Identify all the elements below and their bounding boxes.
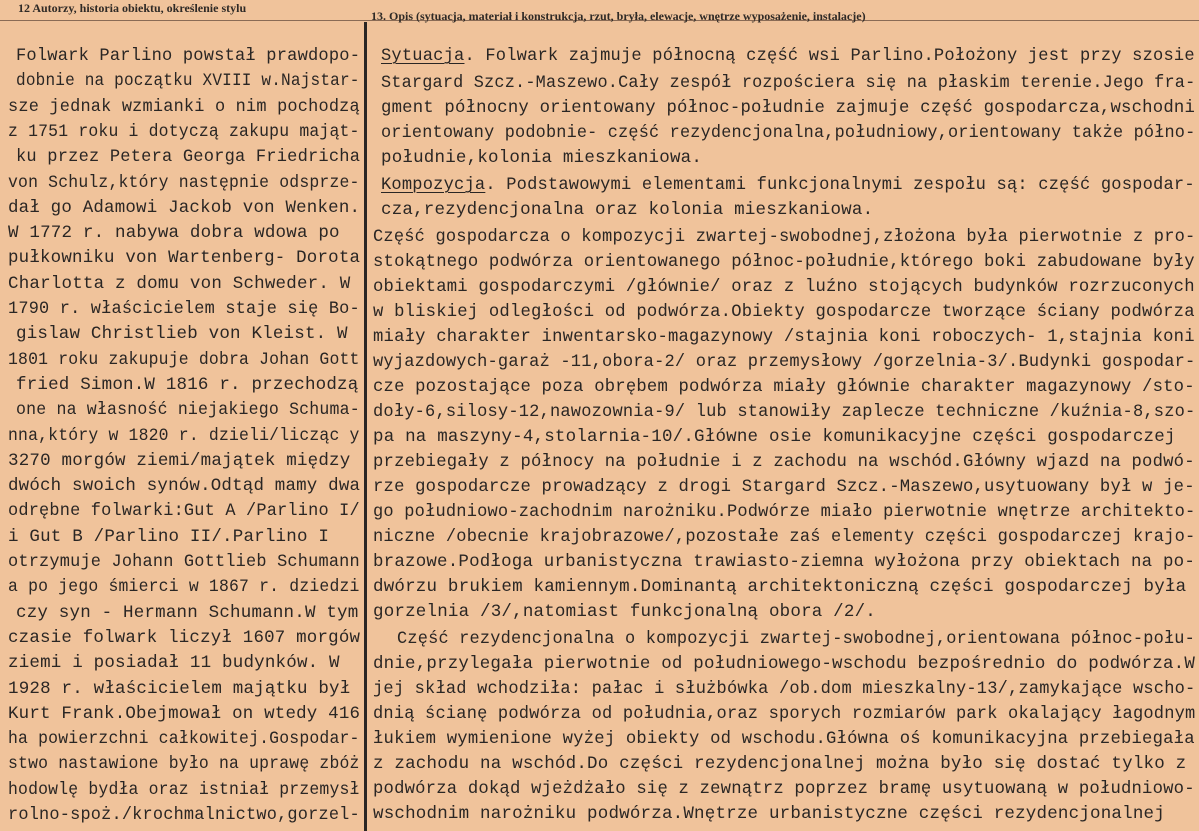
- line-text: wyjazdowych-garaż -11,obora-2/ oraz przemysłowy /gorzelnia-3/.Budynki gospodar-: [373, 352, 1196, 372]
- right-text-line: [373, 454, 1195, 472]
- left-text-line: hodowlę bydła oraz istniał przemysł: [8, 779, 360, 800]
- line-text: Stargard Szcz.-Maszewo.Cały zespół rozpościera się na płaskim terenie.Jego fra-: [381, 73, 1196, 93]
- right-text-line: [373, 229, 1195, 247]
- line-text: Część rezydencjonalna o kompozycji zwartej-swobodnej,orientowana północ-połu-: [397, 629, 1196, 649]
- line-text: pa na maszyny-4,stolarnia-10/.Główne osie komunikacyjne części gospodarczej: [373, 427, 1176, 447]
- line-text: . Podstawowymi elementami funkcjonalnymi zespołu są: część gospodar-: [485, 175, 1195, 195]
- left-text-line: i Gut B /Parlino II/.Parlino I: [8, 526, 330, 547]
- right-text-line: [381, 150, 702, 168]
- line-text: łukiem wymienione wyżej obiekty od wschodu.Główna oś komunikacyjna przebiegała: [373, 729, 1195, 749]
- right-text-line: [381, 100, 1195, 118]
- right-text-line: [373, 656, 1195, 674]
- line-text: obiektami gospodarczymi /głównie/ oraz z luźno stojących budynków rozrzuconych: [373, 277, 1195, 297]
- line-text: gorzelnia /3/,natomiast funkcjonalną obora /2/.: [373, 602, 876, 622]
- line-text: miały charakter inwentarsko-magazynowy /stajnia koni roboczych- 1,stajnia koni: [373, 327, 1195, 347]
- line-text: cze pozostające poza obrębem podwórza miały głównie charakter magazynowy /sto-: [373, 377, 1195, 397]
- line-text: brazowe.Podłoga urbanistyczna trawiasto-ziemna wyłożona przy obiektach na po-: [373, 552, 1196, 572]
- left-text-line: 3270 morgów ziemi/majątek między: [8, 450, 351, 471]
- right-text-line: [373, 706, 1195, 724]
- line-text: dnią ścianę podwórza od południa,oraz sporych rozmiarów park okalający łagodnym: [373, 704, 1196, 724]
- left-text-line: ziemi i posiadał 11 budynków. W: [8, 653, 340, 674]
- left-text-line: ku przez Petera Georga Friedricha: [16, 147, 361, 168]
- left-text-line: gislaw Christlieb von Kleist. W: [16, 324, 348, 345]
- right-text-line: [381, 177, 1195, 195]
- right-text-line: [373, 604, 876, 622]
- left-text-line: dobnie na początku XVIII w.Najstar-: [16, 71, 360, 92]
- right-text-line: [381, 202, 873, 220]
- line-text: podwórza dokąd wjeżdżało się z zewnątrz poprzez bramę usytuowaną w południowo-: [373, 779, 1195, 799]
- left-text-line: 1928 r. właścicielem majątku był: [8, 678, 351, 699]
- left-text-line: dał go Adamowi Jackob von Wenken.: [8, 197, 361, 218]
- right-text-line: [373, 756, 1186, 774]
- right-text-line: [381, 125, 1195, 143]
- right-text-line: [373, 329, 1195, 347]
- left-text-line: dwóch swoich synów.Odtąd mamy dwa: [8, 476, 361, 497]
- left-text-line: pułkowniku von Wartenberg- Dorota: [8, 248, 361, 269]
- right-text-line: [373, 529, 1195, 547]
- line-text: dwórzu brukiem kamiennym.Dominantą architektoniczną części gospodarczej była: [373, 577, 1187, 597]
- right-text-line: [373, 379, 1195, 397]
- left-text-line: fried Simon.W 1816 r. przechodzą: [16, 374, 359, 395]
- left-text-line: von Schulz,który następnie odsprze-: [8, 172, 360, 193]
- line-text: go południowo-zachodnim narożniku.Podwórze miało pierwotnie wnętrze architekto-: [373, 502, 1196, 522]
- line-text: jej skład wchodziła: pałac i służbówka /ob.dom mieszkalny-13/,zamykające wscho-: [373, 679, 1196, 699]
- section-heading: Sytuacja: [381, 46, 465, 66]
- right-text-line: [381, 75, 1195, 93]
- line-text: w bliskiej odległości od podwórza.Obiekty gospodarcze tworzące ściany podwórza: [373, 302, 1195, 322]
- line-text: przebiegały z północy na południe i z zachodu na wschód.Główny wjazd na podwó-: [373, 452, 1195, 472]
- line-text: z zachodu na wschód.Do części rezydencjonalnej można było się dostać tylko z: [373, 754, 1187, 774]
- line-text: niczne /obecnie krajobrazowe/,pozostałe zaś elementy części gospodarczej krajo-: [373, 527, 1196, 547]
- left-text-line: sze jednak wzmianki o nim pochodzą: [8, 96, 360, 117]
- right-text-line: [373, 304, 1195, 322]
- line-text: gment północny orientowany północ-południe zajmuje część gospodarcza,wschodni: [381, 98, 1196, 118]
- line-text: doły-6,silosy-12,nawozownia-9/ lub stanowiły zaplecze techniczne /kuźnia-8,szo-: [373, 402, 1196, 422]
- right-text-line: [373, 279, 1195, 297]
- right-text-line: [373, 354, 1195, 372]
- left-text-line: nna,który w 1820 r. dzieli/licząc y: [8, 425, 360, 446]
- right-text-line: [373, 579, 1186, 597]
- line-text: cza,rezydencjonalna oraz kolonia mieszkaniowa.: [381, 200, 874, 220]
- right-text-line: [373, 681, 1195, 699]
- right-column-header: 13. Opis (sytuacja, materiał i konstrukcja, rzut, bryła, elewacje, wnętrze wyposażenie, instalacje): [371, 9, 866, 23]
- left-text-line: otrzymuje Johann Gottlieb Schumann: [8, 552, 360, 572]
- right-text-line: [373, 806, 1165, 824]
- left-text-line: 1790 r. właścicielem staje się Bo-: [8, 299, 360, 319]
- right-text-line: [397, 631, 1195, 649]
- left-text-line: W 1772 r. nabywa dobra wdowa po: [8, 223, 340, 244]
- left-column-header: 12 Autorzy, historia obiektu, określenie stylu: [18, 1, 247, 15]
- column-divider: [364, 22, 367, 831]
- left-text-line: odrębne folwarki:Gut A /Parlino I/: [8, 501, 360, 522]
- left-text-line: rolno-spoż./krochmalnictwo,gorzel-: [8, 805, 360, 825]
- right-text-line: [373, 554, 1195, 572]
- left-text-line: ha powierzchni całkowitej.Gospodar-: [8, 729, 360, 750]
- right-text-line: [381, 48, 1195, 66]
- line-text: dnie,przylegała pierwotnie od południowego-wschodu bezpośrednio do podwórza.W: [373, 654, 1196, 674]
- left-text-line: stwo nastawione było na uprawę zbóż: [8, 754, 360, 775]
- left-text-line: czy syn - Hermann Schumann.W tym: [16, 602, 359, 623]
- right-text-line: [373, 404, 1195, 422]
- line-text: rze gospodarcze prowadzący z drogi Stargard Szcz.-Maszewo,usytuowany był w je-: [373, 477, 1195, 497]
- right-text-line: [373, 479, 1195, 497]
- right-text-line: [373, 781, 1195, 799]
- right-text-line: [373, 731, 1195, 749]
- line-text: południe,kolonia mieszkaniowa.: [381, 148, 703, 168]
- line-text: stokątnego podwórza orientowanego północ-południe,którego boki zabudowane były: [373, 252, 1195, 272]
- line-text: Część gospodarcza o kompozycji zwartej-swobodnej,złożona była pierwotnie z pro-: [373, 227, 1196, 247]
- left-text-line: 1801 roku zakupuje dobra Johan Gott: [8, 349, 360, 370]
- left-text-line: Folwark Parlino powstał prawdopo-: [16, 46, 361, 66]
- line-text: . Folwark zajmuje północną część wsi Parlino.Położony jest przy szosie: [464, 46, 1195, 66]
- right-text-line: [373, 254, 1195, 272]
- left-text-line: z 1751 roku i dotyczą zakupu mająt-: [8, 121, 360, 142]
- left-text-line: one na własność niejakiego Schuma-: [16, 400, 360, 421]
- section-heading: Kompozycja: [381, 175, 486, 195]
- left-text-line: Kurt Frank.Obejmował on wtedy 416: [8, 703, 361, 724]
- left-text-line: czasie folwark liczył 1607 morgów: [8, 627, 361, 648]
- line-text: orientowany podobnie- część rezydencjonalna,południowy,orientowany także półno-: [381, 123, 1196, 143]
- right-text-line: [373, 504, 1195, 522]
- line-text: wschodnim narożniku podwórza.Wnętrze urbanistyczne części rezydencjonalnej: [373, 804, 1165, 824]
- left-text-line: Charlotta z domu von Schweder. W: [8, 273, 351, 294]
- right-text-line: [373, 429, 1176, 447]
- left-text-line: a po jego śmierci w 1867 r. dziedzi: [8, 577, 360, 598]
